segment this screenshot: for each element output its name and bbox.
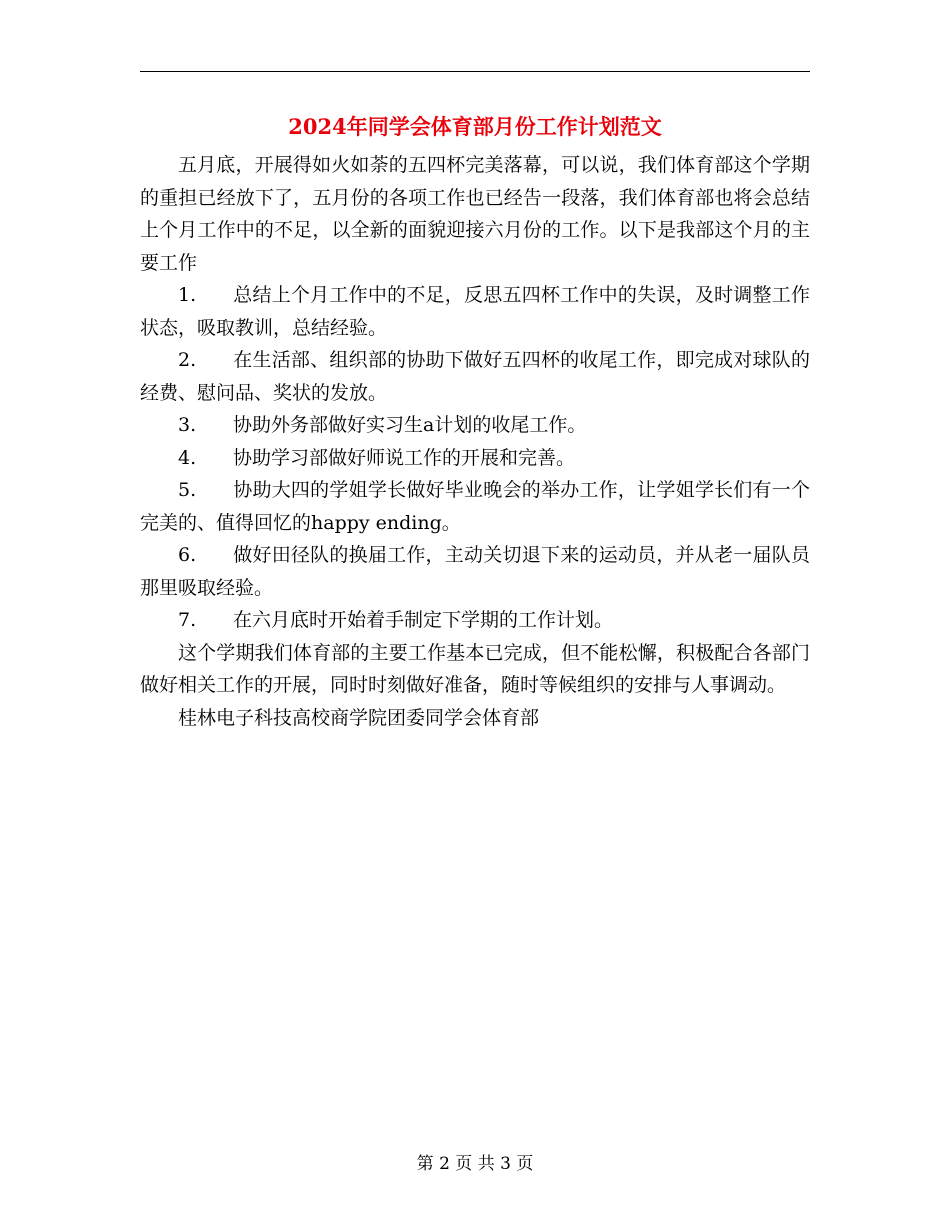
list-item — [140, 604, 810, 637]
list-item-text: 总结上个月工作中的不足，反思五四杯工作中的失误，及时调整工作状态，吸取教训，总结经验。 — [140, 284, 810, 339]
list-item-number: 5. — [178, 479, 197, 501]
list-item — [140, 279, 810, 344]
list-item — [140, 409, 810, 442]
intro-paragraph: 五月底，开展得如火如荼的五四杯完美落幕，可以说，我们体育部这个学期的重担已经放下了，五月份的各项工作也已经告一段落，我们体育部也将会总结上个月工作中的不足，以全新的面貌迎接六月份的工作。以下是我部这个月的主要工作 — [140, 154, 810, 274]
list-item — [140, 344, 810, 409]
list-item-number: 1. — [178, 284, 197, 306]
list-item-text: 在生活部、组织部的协助下做好五四杯的收尾工作，即完成对球队的经费、慰问品、奖状的发放。 — [140, 349, 810, 404]
list-item-text: 协助大四的学姐学长做好毕业晚会的举办工作，让学姐学长们有一个完美的、值得回忆的happy ending。 — [140, 479, 810, 534]
list-item-number: 6. — [178, 544, 197, 566]
list-item-number: 2. — [178, 349, 197, 371]
page-number: 第 2 页 共 3 页 — [416, 1154, 534, 1174]
list-item-text: 协助学习部做好师说工作的开展和完善。 — [233, 446, 576, 469]
list-item — [140, 539, 810, 604]
list-item — [140, 442, 810, 475]
list-item-number: 7. — [178, 609, 197, 631]
list-item-text: 做好田径队的换届工作，主动关切退下来的运动员，并从老一届队员那里吸取经验。 — [140, 544, 810, 599]
list-item-number: 4. — [178, 446, 197, 469]
list-item-text: 在六月底时开始着手制定下学期的工作计划。 — [233, 609, 614, 631]
conclusion-paragraph: 这个学期我们体育部的主要工作基本已完成，但不能松懈，积极配合各部门做好相关工作的开展，同时时刻做好准备，随时等候组织的安排与人事调动。 — [140, 641, 810, 696]
header-rule — [140, 71, 810, 72]
signature: 桂林电子科技高校商学院团委同学会体育部 — [178, 706, 540, 729]
list-item-number: 3. — [178, 414, 197, 436]
document-body — [140, 149, 810, 734]
document-title: 2024年同学会体育部月份工作计划范文 — [288, 114, 662, 139]
list-item — [140, 474, 810, 539]
list-item-text: 协助外务部做好实习生a计划的收尾工作。 — [233, 414, 587, 436]
